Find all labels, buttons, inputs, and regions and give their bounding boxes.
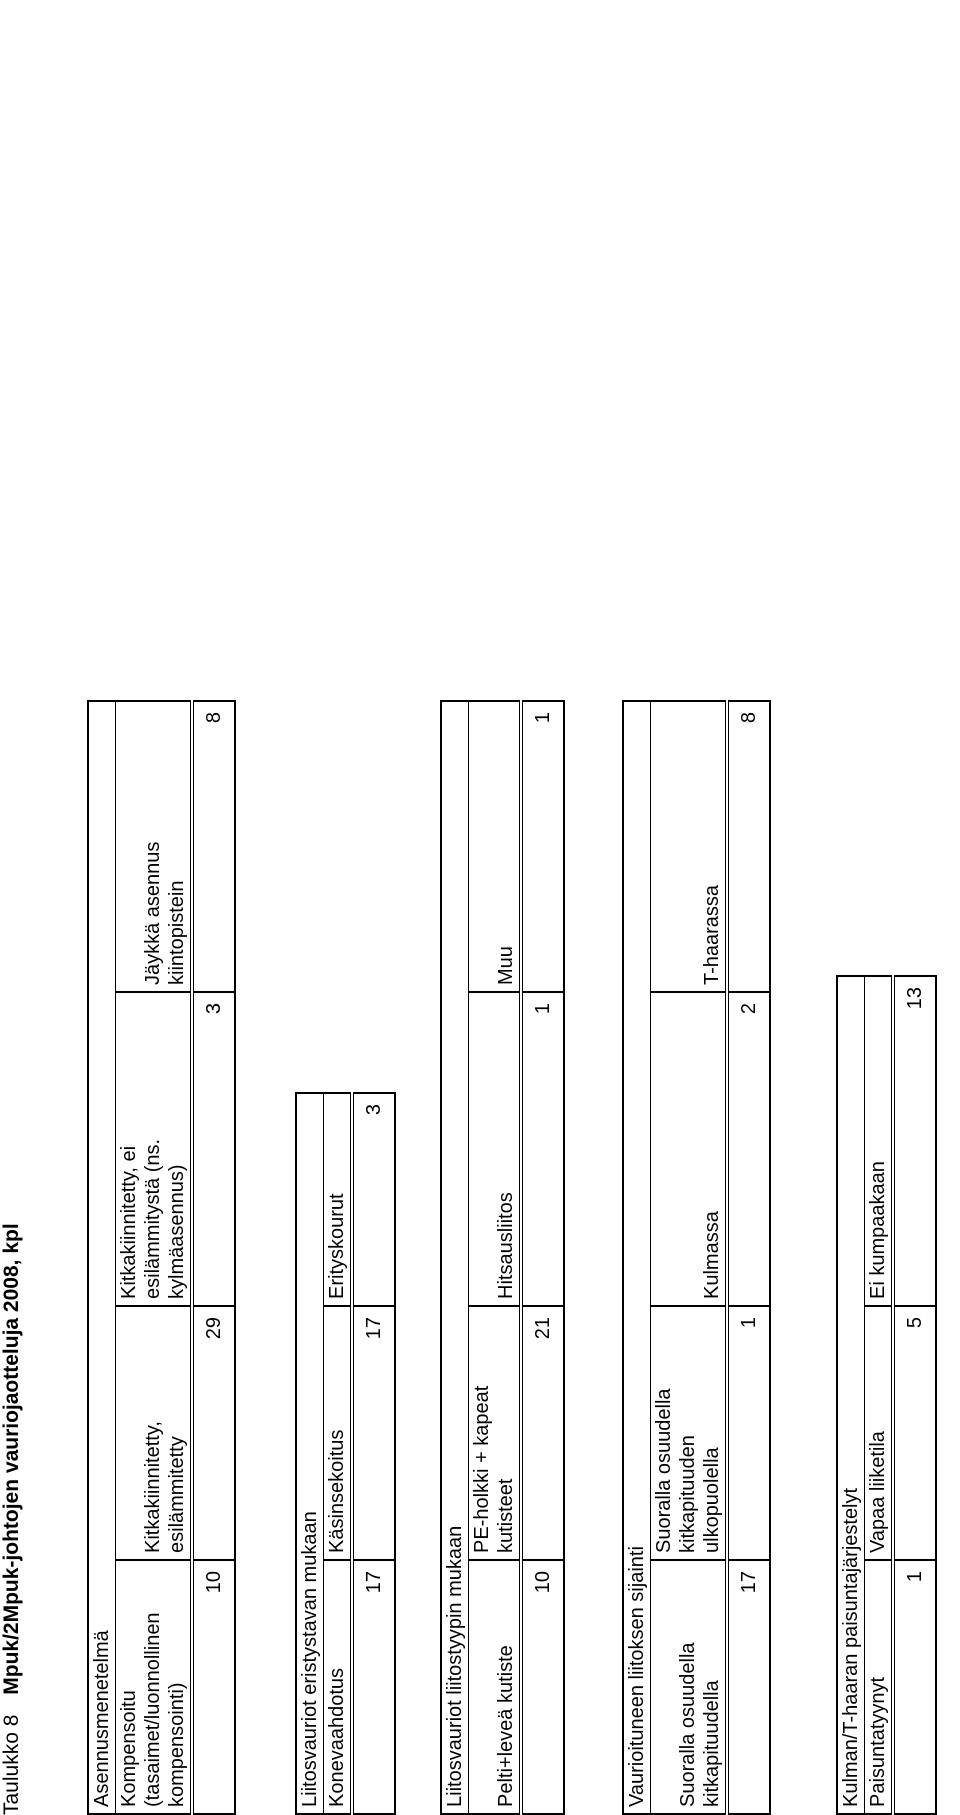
value-cell: 29 [192,1306,235,1560]
table-paisuntajarjestelyt [836,975,937,1815]
value-cell: 17 [352,1306,395,1560]
column-label: Ei kumpaakaan [865,976,894,1306]
column-label: Kitkakiinnitetty, esilämmitetty [116,1306,193,1560]
column-label: Jäykkä asennus kiintopistein [116,701,193,992]
column-label: Vapaa liiketila [865,1306,894,1560]
value-cell: 1 [893,1560,936,1814]
value-cell: 5 [893,1306,936,1560]
table-eristystapa [295,1092,396,1815]
table-header: Vaurioituneen liitoksen sijainti [623,701,651,1814]
caption-title: Mpuk/2Mpuk-johtojen vauriojaotteluja 2008, kpl [0,1223,23,1695]
column-label: Kulmassa [651,992,728,1306]
column-label: T-haarassa [651,701,728,992]
value-cell: 10 [521,1560,564,1814]
column-label: PE-holkki + kapeat kutisteet [469,1306,522,1560]
value-cell: 3 [352,1093,395,1306]
value-cell: 1 [521,992,564,1306]
table-header: Liitosvauriot liitostyypin mukaan [441,701,469,1814]
value-cell: 13 [893,976,936,1306]
value-cell: 17 [727,1560,770,1814]
column-label: Konevaahdotus [324,1560,353,1814]
column-label: Erityskourut [324,1093,353,1306]
table-liitostyyppi [440,700,565,1815]
value-cell: 1 [727,1306,770,1560]
value-cell: 3 [192,992,235,1306]
column-label: Kitkakiinnitetty, ei esilämmitystä (ns. kylmäasennus) [116,992,193,1306]
value-cell: 8 [727,701,770,992]
column-label: Käsinsekoitus [324,1306,353,1560]
table-header: Liitosvauriot eristystavan mukaan [296,1093,324,1814]
column-label: Muu [469,701,522,992]
column-label: Pelti+leveä kutiste [469,1560,522,1814]
column-label: Kompensoitu (tasaimet/luonnollinen kompensointi) [116,1560,193,1814]
table-asennusmenetelma [87,700,236,1815]
caption-label: Taulukko 8 [0,1714,23,1815]
column-label: Paisuntatyynyt [865,1560,894,1814]
column-label: Suoralla osuudella kitkapituuden ulkopuolella [651,1306,728,1560]
table-caption [0,1223,24,1815]
column-label: Suoralla osuudella kitkapituudella [651,1560,728,1814]
value-cell: 2 [727,992,770,1306]
table-header: Asennusmenetelmä [88,701,116,1814]
value-cell: 21 [521,1306,564,1560]
table-sijainti [622,700,771,1815]
value-cell: 10 [192,1560,235,1814]
column-label: Hitsausliitos [469,992,522,1306]
value-cell: 1 [521,701,564,992]
value-cell: 17 [352,1560,395,1814]
table-header: Kulman/T-haaran paisuntajärjestelyt [837,976,865,1814]
value-cell: 8 [192,701,235,992]
